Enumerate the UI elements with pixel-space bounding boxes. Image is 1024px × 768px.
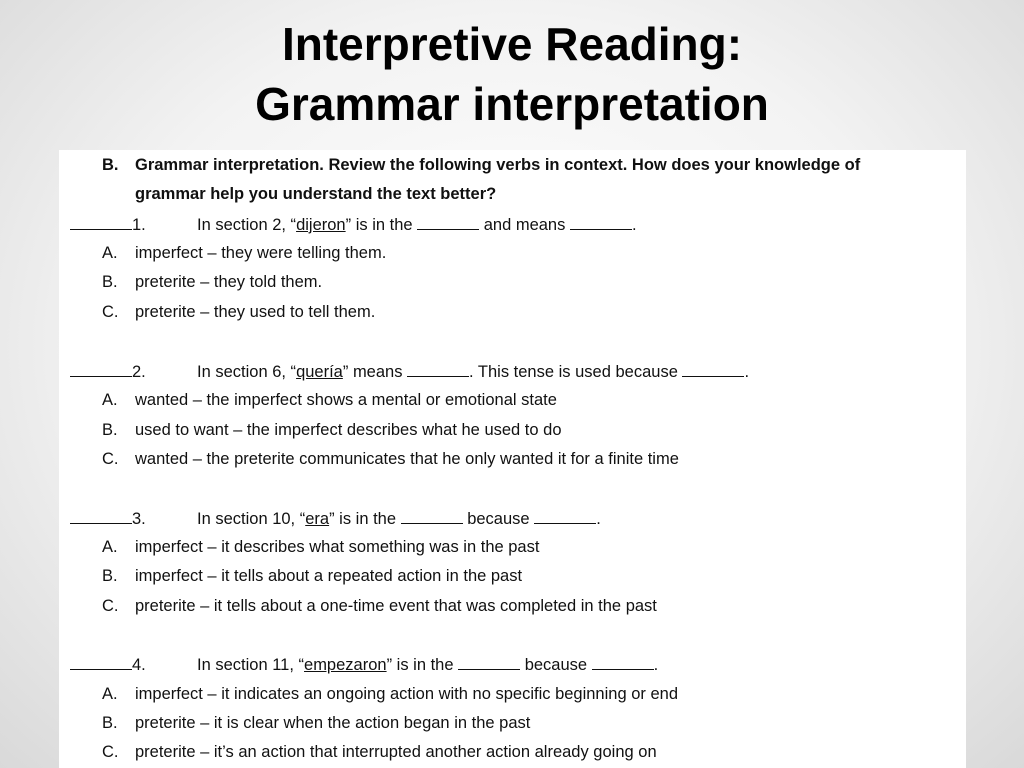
verb-keyword: dijeron [296, 216, 346, 234]
answer-blank[interactable] [70, 507, 132, 524]
option-letter: A. [102, 391, 118, 409]
section-heading-line-2: grammar help you understand the text better? [135, 185, 497, 203]
question-text: . [631, 216, 637, 234]
option-letter: B. [102, 567, 118, 585]
fill-blank[interactable] [682, 360, 744, 377]
option-text: preterite – it tells about a one-time event that was completed in the past [135, 597, 657, 615]
worksheet-document [59, 150, 966, 768]
slide-title-line-2: Grammar interpretation [255, 78, 769, 130]
fill-blank[interactable] [534, 507, 596, 524]
question-text: . [596, 510, 601, 528]
option-text: imperfect – it describes what something was in the past [135, 538, 540, 556]
option-text: preterite – they used to tell them. [135, 303, 376, 321]
section-heading-line-1: Grammar interpretation. Review the following verbs in context. How does your knowledge of [135, 156, 861, 174]
fill-blank[interactable] [417, 213, 479, 230]
option-letter: C. [102, 303, 119, 321]
verb-keyword: empezaron [304, 656, 387, 674]
question-text: and means [479, 216, 570, 234]
question-text: . This tense is used because [469, 363, 683, 381]
question-text: ” is in the [329, 510, 401, 528]
option-text: wanted – the preterite communicates that he only wanted it for a finite time [135, 450, 679, 468]
fill-blank[interactable] [570, 213, 632, 230]
option-text: preterite – they told them. [135, 273, 323, 291]
option-letter: B. [102, 273, 118, 291]
fill-blank[interactable] [592, 653, 654, 670]
question-text: ” is in the [345, 216, 418, 234]
question-text: In section 2, “ [197, 216, 297, 234]
fill-blank[interactable] [401, 507, 463, 524]
option-text: used to want – the imperfect describes what he used to do [135, 421, 562, 439]
option-text: imperfect – they were telling them. [135, 244, 387, 262]
verb-keyword: era [305, 510, 330, 528]
slide-title-line-1: Interpretive Reading: [281, 18, 743, 70]
question-number: 3. [132, 510, 146, 528]
question-number: 4. [132, 656, 146, 674]
option-letter: C. [102, 743, 119, 761]
option-text: imperfect – it indicates an ongoing action with no specific beginning or end [135, 685, 679, 703]
question-text: because [462, 510, 535, 528]
option-text: preterite – it’s an action that interrupted another action already going on [135, 743, 657, 761]
fill-blank[interactable] [458, 653, 520, 670]
question-number: 2. [132, 363, 146, 381]
question-text: . [653, 656, 659, 674]
option-text: wanted – the imperfect shows a mental or emotional state [135, 391, 557, 409]
option-text: imperfect – it tells about a repeated action in the past [135, 567, 523, 585]
question-text: . [744, 363, 750, 381]
question-number: 1. [132, 216, 146, 234]
option-letter: B. [102, 714, 118, 732]
section-label: B. [102, 156, 119, 174]
answer-blank[interactable] [70, 360, 132, 377]
slide-title [0, 14, 1024, 134]
verb-keyword: quería [296, 363, 343, 381]
answer-blank[interactable] [70, 213, 132, 230]
question-text: In section 10, “ [197, 510, 306, 528]
option-letter: B. [102, 421, 118, 439]
option-letter: A. [102, 685, 118, 703]
question-text: because [520, 656, 592, 674]
fill-blank[interactable] [407, 360, 469, 377]
option-letter: C. [102, 450, 119, 468]
option-text: preterite – it is clear when the action began in the past [135, 714, 531, 732]
question-text: In section 11, “ [197, 656, 305, 674]
question-text: ” is in the [386, 656, 459, 674]
question-text: ” means [342, 363, 408, 381]
option-letter: C. [102, 597, 119, 615]
option-letter: A. [102, 244, 118, 262]
option-letter: A. [102, 538, 118, 556]
question-text: In section 6, “ [197, 363, 297, 381]
answer-blank[interactable] [70, 653, 132, 670]
